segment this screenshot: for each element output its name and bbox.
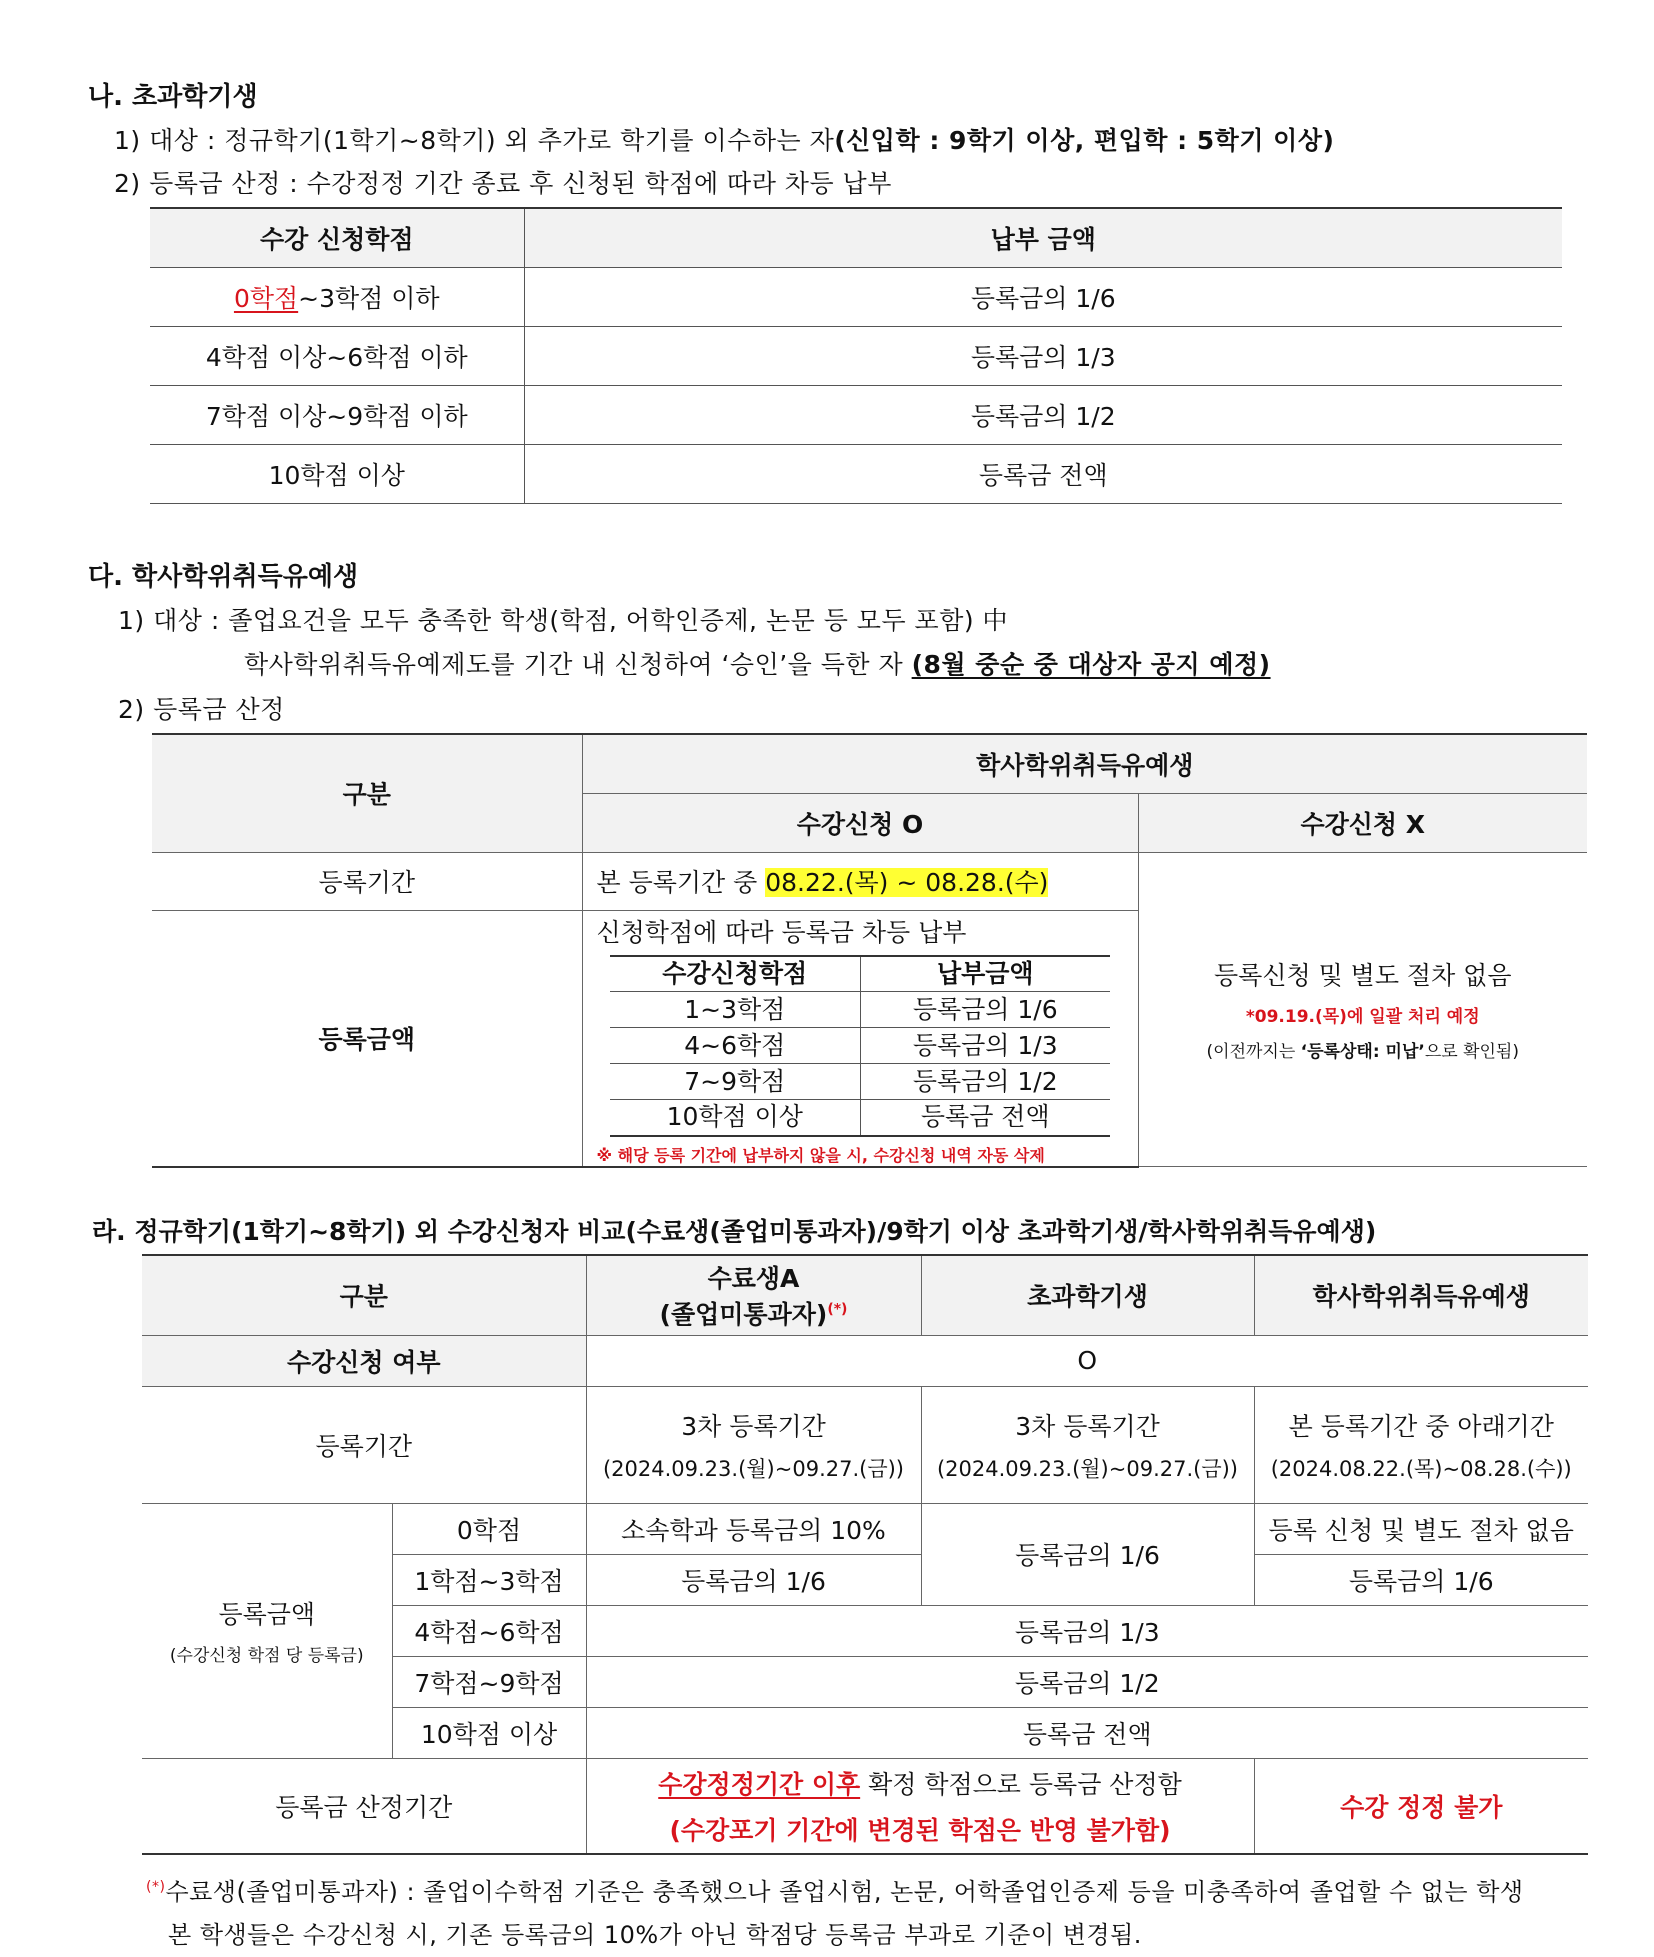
section-na-item1-bold: (신입학 : 9학기 이상, 편입학 : 5학기 이상) bbox=[834, 126, 1335, 155]
credits-cell: 7학점 이상~9학점 이하 bbox=[150, 385, 524, 444]
amount-cell: 등록금 전액 bbox=[524, 444, 1562, 503]
inner-row bbox=[610, 1028, 1110, 1064]
all-10: 등록금 전액 bbox=[586, 1707, 1588, 1758]
period-label: 등록기간 bbox=[142, 1386, 586, 1503]
amount-label-cell bbox=[142, 1503, 392, 1758]
surplus-header: 초과학기생 bbox=[921, 1255, 1254, 1335]
amount-label: 등록금액 bbox=[218, 1600, 316, 1629]
calc-red: 수강정정기간 이후 bbox=[658, 1769, 861, 1799]
inner-row bbox=[610, 1064, 1110, 1100]
apply-row bbox=[142, 1335, 1588, 1386]
inner-credit-table bbox=[610, 955, 1110, 1137]
deferred-1-3: 등록금의 1/6 bbox=[1254, 1554, 1588, 1605]
section-da-item2: 2) 등록금 산정 bbox=[118, 695, 285, 724]
inner-row bbox=[610, 1100, 1110, 1136]
amount-cell: 등록금의 1/2 bbox=[524, 385, 1562, 444]
inner-amount-header: 납부금액 bbox=[860, 956, 1110, 992]
inner-header-row bbox=[610, 956, 1110, 992]
section-na-title: 나. 초과학기생 bbox=[88, 82, 258, 112]
footnote-line1 bbox=[146, 1872, 1524, 1907]
apply-value: O bbox=[586, 1335, 1588, 1386]
inner-amount: 등록금의 1/6 bbox=[860, 992, 1110, 1028]
footnote-text1: 수료생(졸업미통과자) : 졸업이수학점 기준은 충족했으나 졸업시험, 논문, 어학졸업인증제 등을 미충족하여 졸업할 수 없는 학생 bbox=[165, 1878, 1524, 1906]
deferred-degree-table bbox=[152, 733, 1587, 1168]
deferred-header: 학사학위취득유예생 bbox=[1254, 1255, 1588, 1335]
col-amount-header: 납부 금액 bbox=[524, 208, 1562, 267]
table-header-row bbox=[152, 734, 1587, 793]
credits-cell: 10학점 이상 bbox=[150, 444, 524, 503]
section-da-item1-line2 bbox=[244, 645, 1271, 681]
comparison-table bbox=[142, 1254, 1588, 1855]
calc-rest: 확정 학점으로 등록금 산정함 bbox=[860, 1769, 1182, 1799]
apply-o-header: 수강신청 O bbox=[582, 793, 1138, 852]
table-row bbox=[150, 385, 1562, 444]
period-row bbox=[142, 1386, 1588, 1503]
calc-deferred: 수강 정정 불가 bbox=[1254, 1758, 1588, 1854]
period-prefix: 본 등록기간 중 bbox=[596, 868, 766, 897]
credits-rest: ~3학점 이하 bbox=[298, 283, 440, 313]
status-note-bold: ‘등록상태: 미납’ bbox=[1300, 1042, 1425, 1063]
period-cell bbox=[582, 852, 1138, 910]
completion-a-line2-wrap bbox=[587, 1295, 921, 1331]
table-header-row bbox=[150, 208, 1562, 267]
table-header-row bbox=[142, 1255, 1588, 1335]
table-row bbox=[150, 444, 1562, 503]
credits-cell: 4학점 이상~6학점 이하 bbox=[150, 326, 524, 385]
surplus-0-3: 등록금의 1/6 bbox=[921, 1503, 1254, 1605]
deferred-group-header: 학사학위취득유예생 bbox=[582, 734, 1587, 793]
completion-a-header bbox=[586, 1255, 921, 1335]
no-procedure-text: 등록신청 및 별도 절차 없음 bbox=[1214, 961, 1512, 991]
inner-credits: 1~3학점 bbox=[610, 992, 860, 1028]
table-row bbox=[150, 326, 1562, 385]
credit-4-6: 4학점~6학점 bbox=[392, 1605, 586, 1656]
period-label: 등록기간 bbox=[152, 852, 582, 910]
section-da-notice: (8월 중순 중 대상자 공지 예정) bbox=[911, 650, 1271, 679]
inner-credits: 7~9학점 bbox=[610, 1064, 860, 1100]
status-note-prefix: (이전까지는 bbox=[1206, 1042, 1301, 1063]
inner-credits-header: 수강신청학점 bbox=[610, 956, 860, 992]
credit-0: 0학점 bbox=[392, 1503, 586, 1554]
calc-row bbox=[142, 1758, 1588, 1854]
status-note-suffix: 으로 확인됨) bbox=[1424, 1042, 1519, 1063]
section-ra-title: 라. 정규학기(1학기~8학기) 외 수강신청자 비교(수료생(졸업미통과자)/9학기 이상 초과학기생/학사학위취득유예생) bbox=[92, 1217, 1377, 1246]
deferred-0: 등록 신청 및 별도 절차 없음 bbox=[1254, 1503, 1588, 1554]
all-7-9: 등록금의 1/2 bbox=[586, 1656, 1588, 1707]
period-surplus bbox=[921, 1386, 1254, 1503]
period-completion-line2: (2024.09.23.(월)~09.27.(금)) bbox=[602, 1456, 905, 1481]
section-na-item1 bbox=[114, 121, 1334, 157]
period-deferred-line1: 본 등록기간 중 아래기간 bbox=[1288, 1411, 1554, 1441]
gubun-header: 구분 bbox=[152, 734, 582, 852]
credit-10: 10학점 이상 bbox=[392, 1707, 586, 1758]
calc-line2: (수강포기 기간에 변경된 학점은 반영 불가함) bbox=[669, 1815, 1171, 1845]
auto-delete-note: ※ 해당 등록 기간에 납부하지 않을 시, 수강신청 내역 자동 삭제 bbox=[596, 1145, 1045, 1165]
inner-amount: 등록금의 1/3 bbox=[860, 1028, 1110, 1064]
col-credits-header: 수강 신청학점 bbox=[150, 208, 524, 267]
amount-cell: 등록금의 1/6 bbox=[524, 267, 1562, 326]
calc-label: 등록금 산정기간 bbox=[142, 1758, 586, 1854]
amount-intro: 신청학점에 따라 등록금 차등 납부 bbox=[596, 917, 967, 947]
apply-label: 수강신청 여부 bbox=[142, 1335, 586, 1386]
section-da-item1-line2-text: 학사학위취득유예제도를 기간 내 신청하여 ‘승인’을 득한 자 bbox=[244, 650, 912, 679]
credits-cell bbox=[150, 267, 524, 326]
period-deferred-line2: (2024.08.22.(목)~08.28.(수)) bbox=[1270, 1456, 1572, 1481]
section-da-item1-line1: 1) 대상 : 졸업요건을 모두 충족한 학생(학점, 어학인증제, 논문 등 모두 포함) 中 bbox=[118, 606, 1009, 635]
completion-a-line2: (졸업미통과자) bbox=[659, 1300, 828, 1330]
gubun-header: 구분 bbox=[142, 1255, 586, 1335]
apply-x-header: 수강신청 X bbox=[1138, 793, 1587, 852]
zero-credit-highlight: 0학점 bbox=[233, 283, 299, 313]
status-note bbox=[1139, 1037, 1588, 1062]
period-completion bbox=[586, 1386, 921, 1503]
footnote-sup: (*) bbox=[146, 1879, 166, 1895]
credit-row bbox=[142, 1503, 1588, 1554]
calc-line1 bbox=[587, 1765, 1254, 1801]
credit-1-3: 1학점~3학점 bbox=[392, 1554, 586, 1605]
table-row bbox=[150, 267, 1562, 326]
credit-7-9: 7학점~9학점 bbox=[392, 1656, 586, 1707]
period-surplus-line2: (2024.09.23.(월)~09.27.(금)) bbox=[936, 1456, 1239, 1481]
inner-row bbox=[610, 992, 1110, 1028]
inner-amount: 등록금 전액 bbox=[860, 1100, 1110, 1136]
period-surplus-line1: 3차 등록기간 bbox=[1015, 1411, 1160, 1441]
calc-cell bbox=[586, 1758, 1254, 1854]
period-deferred bbox=[1254, 1386, 1588, 1503]
amount-label: 등록금액 bbox=[152, 910, 582, 1167]
completion-a-line1: 수료생A bbox=[707, 1264, 800, 1294]
period-completion-line1: 3차 등록기간 bbox=[681, 1411, 826, 1441]
all-4-6: 등록금의 1/3 bbox=[586, 1605, 1588, 1656]
inner-amount: 등록금의 1/2 bbox=[860, 1064, 1110, 1100]
inner-credits: 4~6학점 bbox=[610, 1028, 860, 1064]
amount-sublabel: (수강신청 학점 당 등록금) bbox=[169, 1646, 364, 1666]
batch-process-note: *09.19.(목)에 일괄 처리 예정 bbox=[1245, 1007, 1480, 1028]
amount-cell: 등록금의 1/3 bbox=[524, 326, 1562, 385]
amount-cell bbox=[582, 910, 1138, 1167]
surplus-semester-table bbox=[150, 207, 1562, 504]
footnote-marker: (*) bbox=[827, 1301, 848, 1318]
section-da-title: 다. 학사학위취득유예생 bbox=[88, 562, 359, 592]
completion-0: 소속학과 등록금의 10% bbox=[586, 1503, 921, 1554]
period-row bbox=[152, 852, 1587, 910]
completion-1-3: 등록금의 1/6 bbox=[586, 1554, 921, 1605]
footnote-line2: 본 학생들은 수강신청 시, 기존 등록금의 10%가 아닌 학점당 등록금 부과로 기준이 변경됨. bbox=[168, 1921, 1142, 1949]
apply-x-cell bbox=[1138, 852, 1587, 1167]
inner-credits: 10학점 이상 bbox=[610, 1100, 860, 1136]
section-na-item1-text: 1) 대상 : 정규학기(1학기~8학기) 외 추가로 학기를 이수하는 자 bbox=[114, 126, 835, 155]
section-na-item2: 2) 등록금 산정 : 수강정정 기간 종료 후 신청된 학점에 따라 차등 납부 bbox=[114, 169, 892, 198]
period-highlight: 08.22.(목) ~ 08.28.(수) bbox=[765, 868, 1049, 897]
